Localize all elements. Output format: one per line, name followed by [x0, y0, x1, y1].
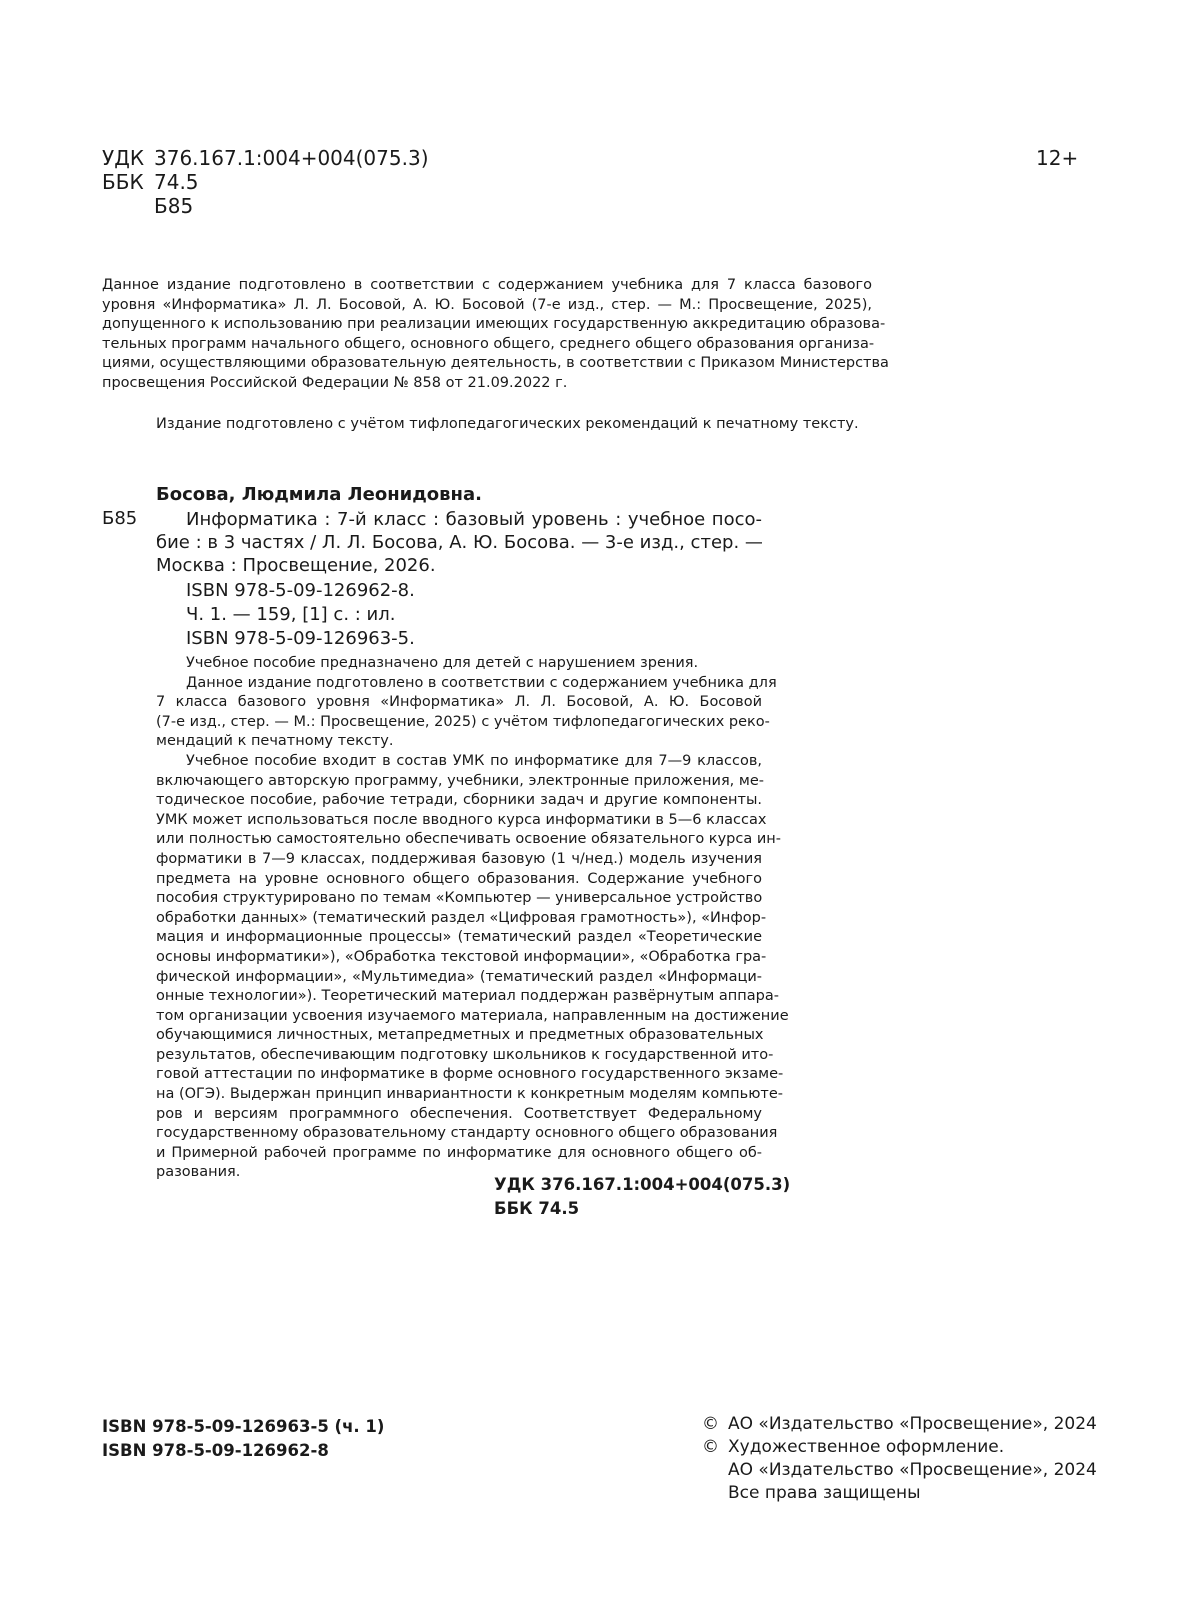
card-title-block	[156, 508, 762, 577]
card-isbn-part: ISBN 978-5-09-126963-5.	[186, 628, 415, 649]
copyright-publisher: АО «Издательство «Просвещение», 2024	[728, 1414, 1097, 1434]
annotation-line: предмета на уровне основного общего образования. Содержание учебного	[156, 870, 762, 887]
footer-isbn-part: ISBN 978-5-09-126963-5 (ч. 1)	[102, 1417, 385, 1436]
annotation-line: том организации усвоения изучаемого материала, направленным на достижение	[156, 1007, 789, 1024]
udk-classification	[102, 146, 429, 170]
annotation-line: УМК может использоваться после вводного курса информатики в 5—6 классах	[156, 811, 767, 828]
author-sign-row	[102, 194, 193, 218]
bbk-value: 74.5	[154, 170, 199, 194]
title-line: Информатика : 7-й класс : базовый уровень : учебное посо-	[186, 509, 762, 530]
annotation-line: обработки данных» (тематический раздел «Цифровая грамотность»), «Инфор-	[156, 909, 767, 926]
compliance-paragraph	[102, 276, 889, 393]
title-line: бие : в 3 частях / Л. Л. Босова, А. Ю. Босова. — 3-е изд., стер. —	[156, 532, 763, 553]
annotation-line: Данное издание подготовлено в соответствии с содержанием учебника для	[186, 674, 777, 691]
annotation-line: Учебное пособие входит в состав УМК по информатике для 7—9 классов,	[186, 752, 762, 769]
annotation-line: говой аттестации по информатике в форме основного государственного экзаме-	[156, 1066, 784, 1083]
card-author: Босова, Людмила Леонидовна.	[156, 484, 482, 505]
card-part-info: Ч. 1. — 159, [1] с. : ил.	[186, 604, 396, 625]
compliance-line: тельных программ начального общего, основного общего, среднего общего образования организа-	[102, 335, 875, 352]
annotation-line: онные технологии»). Теоретический материал поддержан развёрнутым аппара-	[156, 988, 779, 1005]
compliance-line: просвещения Российской Федерации № 858 от 21.09.2022 г.	[102, 374, 568, 391]
annotation-line: разования.	[156, 1164, 241, 1181]
annotation-line: включающего авторскую программу, учебники, электронные приложения, ме-	[156, 772, 764, 789]
annotation-line: ров и версиям программного обеспечения. Соответствует Федеральному	[156, 1105, 762, 1122]
card-author-sign: Б85	[102, 508, 138, 529]
bbk-label: ББК	[102, 170, 144, 194]
card-index-udk: УДК 376.167.1:004+004(075.3)	[494, 1175, 791, 1194]
annotation-line: мация и информационные процессы» (тематический раздел «Теоретические	[156, 929, 762, 946]
bbk-classification	[102, 170, 199, 194]
compliance-line: уровня «Информатика» Л. Л. Босовой, А. Ю. Босовой (7-е изд., стер. — М.: Просвещение, 2025),	[102, 296, 872, 313]
annotation-line: 7 класса базового уровня «Информатика» Л. Л. Босовой, А. Ю. Босовой	[156, 694, 762, 711]
annotation-line: фической информации», «Мультимедиа» (тематический раздел «Информаци-	[156, 968, 762, 985]
rights-reserved: Все права защищены	[728, 1483, 921, 1503]
footer-isbn-set: ISBN 978-5-09-126962-8	[102, 1441, 329, 1460]
compliance-line: циями, осуществляющими образовательную деятельность, в соответствии с Приказом Министерства	[102, 355, 889, 371]
annotation-line: основы информатики»), «Обработка текстовой информации», «Обработка гра-	[156, 948, 767, 965]
card-index-bbk: ББК 74.5	[494, 1199, 580, 1218]
annotation-line: на (ОГЭ). Выдержан принцип инвариантности к конкретным моделям компьюте-	[156, 1086, 783, 1103]
tiflo-note: Издание подготовлено с учётом тифлопедагогических рекомендаций к печатному тексту.	[156, 416, 859, 432]
annotation-line: форматики в 7—9 классах, поддерживая базовую (1 ч/нед.) модель изучения	[156, 850, 762, 867]
annotation-line: результатов, обеспечивающим подготовку школьников к государственной ито-	[156, 1046, 774, 1063]
udk-label: УДК	[102, 146, 145, 170]
author-sign: Б85	[154, 194, 194, 218]
annotation-line: Учебное пособие предназначено для детей с нарушением зрения.	[186, 655, 699, 671]
age-rating: 12+	[1036, 146, 1079, 170]
annotation-line: и Примерной рабочей программе по информатике для основного общего об-	[156, 1144, 762, 1161]
card-isbn-set: ISBN 978-5-09-126962-8.	[186, 580, 415, 601]
compliance-line: допущенного к использованию при реализации имеющих государственную аккредитацию образова-	[102, 316, 886, 332]
annotation-line: тодическое пособие, рабочие тетради, сборники задач и другие компоненты.	[156, 792, 762, 809]
annotation	[156, 654, 789, 1183]
annotation-line: обучающимися личностных, метапредметных и предметных образовательных	[156, 1027, 764, 1044]
copyright-design-publisher: АО «Издательство «Просвещение», 2024	[728, 1460, 1097, 1480]
annotation-line: (7-е изд., стер. — М.: Просвещение, 2025) с учётом тифлопедагогических реко-	[156, 713, 770, 730]
copyright-design: Художественное оформление.	[728, 1437, 1005, 1457]
compliance-line: Данное издание подготовлено в соответствии с содержанием учебника для 7 класса базового	[102, 277, 872, 293]
annotation-line: мендаций к печатному тексту.	[156, 733, 394, 750]
annotation-line: пособия структурировано по темам «Компьютер — универсальное устройство	[156, 890, 763, 907]
copyright-icon: ©	[702, 1414, 719, 1434]
annotation-line: или полностью самостоятельно обеспечивать освоение обязательного курса ин-	[156, 831, 781, 848]
udk-value: 376.167.1:004+004(075.3)	[154, 146, 429, 170]
title-line: Москва : Просвещение, 2026.	[156, 555, 436, 576]
copyright-icon: ©	[702, 1437, 719, 1457]
annotation-line: государственному образовательному стандарту основного общего образования	[156, 1125, 778, 1142]
